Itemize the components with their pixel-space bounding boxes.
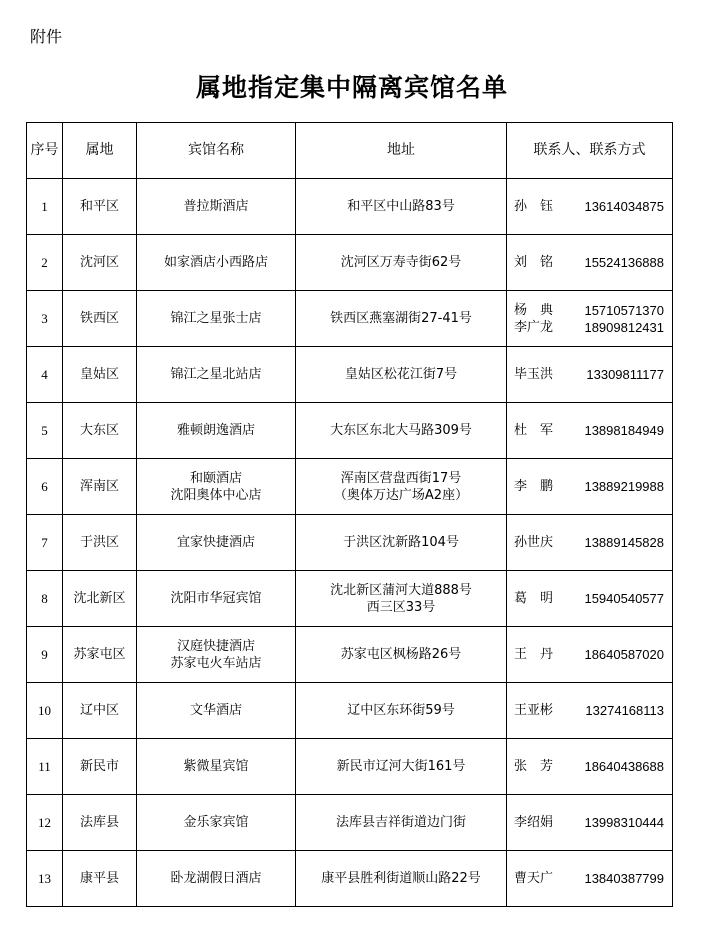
row-district: 于洪区 bbox=[63, 515, 137, 571]
table-row bbox=[27, 235, 673, 291]
header-index: 序号 bbox=[27, 123, 63, 179]
address-line: 新民市辽河大街161号 bbox=[336, 759, 466, 774]
row-index: 10 bbox=[27, 683, 63, 739]
row-address bbox=[296, 571, 507, 627]
row-index: 6 bbox=[27, 459, 63, 515]
row-contact bbox=[507, 795, 673, 851]
row-index: 12 bbox=[27, 795, 63, 851]
contact-phone: 15524136888 bbox=[584, 255, 664, 270]
hotel-name-line: 和颐酒店 bbox=[189, 470, 242, 486]
address-line: 浑南区营盘西街17号 bbox=[340, 470, 462, 486]
hotel-name-line: 锦江之星张士店 bbox=[170, 311, 262, 326]
contact-name: 葛 明 bbox=[514, 591, 554, 606]
contact-line bbox=[514, 870, 664, 887]
table-row bbox=[27, 459, 673, 515]
row-index: 11 bbox=[27, 739, 63, 795]
row-hotel bbox=[137, 627, 296, 683]
row-contact bbox=[507, 403, 673, 459]
row-index: 2 bbox=[27, 235, 63, 291]
hotel-name-line: 普拉斯酒店 bbox=[183, 199, 249, 214]
contact-name: 毕玉洪 bbox=[514, 367, 554, 382]
table-row bbox=[27, 683, 673, 739]
row-contact bbox=[507, 291, 673, 347]
row-hotel bbox=[137, 459, 296, 515]
row-contact bbox=[507, 459, 673, 515]
contact-line bbox=[514, 254, 664, 271]
contact-line bbox=[514, 422, 664, 439]
address-line: 康平县胜利街道顺山路22号 bbox=[321, 871, 481, 886]
row-hotel bbox=[137, 515, 296, 571]
table-row bbox=[27, 627, 673, 683]
table-body bbox=[27, 179, 673, 907]
contact-phone: 13840387799 bbox=[584, 871, 664, 886]
contact-name: 孙世庆 bbox=[514, 535, 554, 550]
row-hotel bbox=[137, 851, 296, 907]
row-district: 铁西区 bbox=[63, 291, 137, 347]
row-address bbox=[296, 795, 507, 851]
contact-name: 刘 铭 bbox=[514, 255, 554, 270]
contact-phone: 18640587020 bbox=[584, 647, 664, 662]
contact-phone: 13898184949 bbox=[584, 423, 664, 438]
contact-phone: 18909812431 bbox=[584, 319, 664, 335]
contact-phone: 18640438688 bbox=[584, 759, 664, 774]
contact-name: 曹天广 bbox=[514, 871, 554, 886]
hotel-name-line: 苏家屯火车站店 bbox=[170, 655, 262, 671]
hotel-name-line: 金乐家宾馆 bbox=[183, 815, 249, 830]
hotel-name-line: 雅顿朗逸酒店 bbox=[176, 423, 255, 438]
contact-line bbox=[514, 646, 664, 663]
address-line: 和平区中山路83号 bbox=[347, 199, 455, 214]
row-contact bbox=[507, 179, 673, 235]
row-district: 沈北新区 bbox=[63, 571, 137, 627]
table-row bbox=[27, 571, 673, 627]
row-district: 法库县 bbox=[63, 795, 137, 851]
row-contact bbox=[507, 347, 673, 403]
row-address bbox=[296, 683, 507, 739]
table-row bbox=[27, 291, 673, 347]
row-address bbox=[296, 179, 507, 235]
contact-line bbox=[514, 366, 664, 383]
table-row bbox=[27, 347, 673, 403]
contact-phone: 15710571370 bbox=[584, 302, 664, 318]
row-hotel bbox=[137, 291, 296, 347]
contact-line bbox=[514, 319, 664, 336]
contact-name: 李 鹏 bbox=[514, 479, 554, 494]
address-line: 苏家屯区枫杨路26号 bbox=[340, 647, 462, 662]
row-district: 皇姑区 bbox=[63, 347, 137, 403]
table-row bbox=[27, 403, 673, 459]
row-index: 4 bbox=[27, 347, 63, 403]
contact-line bbox=[514, 534, 664, 551]
row-address bbox=[296, 627, 507, 683]
row-district: 沈河区 bbox=[63, 235, 137, 291]
row-contact bbox=[507, 627, 673, 683]
address-line: 法库县吉祥街道边门街 bbox=[335, 815, 466, 830]
header-contact: 联系人、联系方式 bbox=[507, 123, 673, 179]
header-hotel: 宾馆名称 bbox=[137, 123, 296, 179]
row-address bbox=[296, 291, 507, 347]
row-address bbox=[296, 403, 507, 459]
row-index: 5 bbox=[27, 403, 63, 459]
hotel-name-line: 锦江之星北站店 bbox=[170, 367, 262, 382]
row-contact bbox=[507, 235, 673, 291]
table-row bbox=[27, 515, 673, 571]
row-index: 8 bbox=[27, 571, 63, 627]
address-line: 沈北新区蒲河大道888号 bbox=[330, 582, 472, 598]
attachment-label: 附件 bbox=[30, 27, 63, 46]
row-hotel bbox=[137, 683, 296, 739]
row-district: 大东区 bbox=[63, 403, 137, 459]
row-index: 1 bbox=[27, 179, 63, 235]
row-contact bbox=[507, 851, 673, 907]
contact-phone: 13274168113 bbox=[585, 703, 664, 718]
row-hotel bbox=[137, 571, 296, 627]
row-index: 3 bbox=[27, 291, 63, 347]
row-district: 辽中区 bbox=[63, 683, 137, 739]
contact-line bbox=[514, 758, 664, 775]
row-address bbox=[296, 459, 507, 515]
row-address bbox=[296, 851, 507, 907]
row-district: 康平县 bbox=[63, 851, 137, 907]
hotel-name-line: 紫微星宾馆 bbox=[183, 759, 249, 774]
row-address bbox=[296, 739, 507, 795]
row-hotel bbox=[137, 235, 296, 291]
address-line: 辽中区东环街59号 bbox=[347, 703, 455, 718]
row-district: 浑南区 bbox=[63, 459, 137, 515]
contact-phone: 13998310444 bbox=[584, 815, 664, 830]
table-header-row bbox=[27, 123, 673, 179]
row-hotel bbox=[137, 347, 296, 403]
contact-line bbox=[514, 302, 664, 319]
table-row bbox=[27, 179, 673, 235]
address-line: 于洪区沈新路104号 bbox=[343, 535, 459, 550]
row-hotel bbox=[137, 739, 296, 795]
row-address bbox=[296, 515, 507, 571]
contact-phone: 13614034875 bbox=[584, 199, 664, 214]
row-index: 13 bbox=[27, 851, 63, 907]
contact-name: 张 芳 bbox=[514, 759, 554, 774]
contact-name: 杨 典 bbox=[514, 302, 554, 318]
contact-line bbox=[514, 814, 664, 831]
row-district: 新民市 bbox=[63, 739, 137, 795]
row-address bbox=[296, 347, 507, 403]
contact-line bbox=[514, 702, 664, 719]
contact-line bbox=[514, 198, 664, 215]
row-contact bbox=[507, 571, 673, 627]
table-row bbox=[27, 739, 673, 795]
contact-name: 李广龙 bbox=[514, 319, 554, 335]
hotel-name-line: 汉庭快捷酒店 bbox=[176, 638, 255, 654]
contact-phone: 15940540577 bbox=[584, 591, 664, 606]
hotel-name-line: 卧龙湖假日酒店 bbox=[170, 871, 262, 886]
address-line: 沈河区万寿寺街62号 bbox=[340, 255, 462, 270]
row-contact bbox=[507, 739, 673, 795]
hotel-name-line: 沈阳奥体中心店 bbox=[170, 487, 262, 503]
address-line: 皇姑区松花江街7号 bbox=[344, 367, 458, 382]
contact-name: 王亚彬 bbox=[514, 703, 554, 718]
row-contact bbox=[507, 515, 673, 571]
address-line: （奥体万达广场A2座） bbox=[333, 487, 469, 503]
row-hotel bbox=[137, 403, 296, 459]
hotel-table bbox=[26, 122, 673, 907]
table-row bbox=[27, 795, 673, 851]
contact-phone: 13889145828 bbox=[584, 535, 664, 550]
address-line: 大东区东北大马路309号 bbox=[330, 423, 472, 438]
contact-name: 杜 军 bbox=[514, 423, 554, 438]
hotel-name-line: 宜家快捷酒店 bbox=[176, 535, 255, 550]
contact-name: 李绍娟 bbox=[514, 815, 554, 830]
row-district: 和平区 bbox=[63, 179, 137, 235]
contact-line bbox=[514, 478, 664, 495]
contact-phone: 13309811177 bbox=[586, 367, 664, 382]
contact-line bbox=[514, 590, 664, 607]
hotel-name-line: 文华酒店 bbox=[189, 703, 242, 718]
contact-name: 孙 钰 bbox=[514, 199, 554, 214]
row-district: 苏家屯区 bbox=[63, 627, 137, 683]
contact-name: 王 丹 bbox=[514, 647, 554, 662]
header-district: 属地 bbox=[63, 123, 137, 179]
row-index: 7 bbox=[27, 515, 63, 571]
table-row bbox=[27, 851, 673, 907]
contact-phone: 13889219988 bbox=[584, 479, 664, 494]
row-index: 9 bbox=[27, 627, 63, 683]
hotel-name-line: 沈阳市华冠宾馆 bbox=[170, 591, 262, 606]
row-hotel bbox=[137, 795, 296, 851]
row-contact bbox=[507, 683, 673, 739]
header-address: 地址 bbox=[296, 123, 507, 179]
address-line: 铁西区燕塞湖街27-41号 bbox=[330, 311, 472, 326]
document-title: 属地指定集中隔离宾馆名单 bbox=[195, 73, 508, 102]
hotel-name-line: 如家酒店小西路店 bbox=[163, 255, 268, 270]
address-line: 西三区33号 bbox=[366, 599, 436, 615]
row-hotel bbox=[137, 179, 296, 235]
row-address bbox=[296, 235, 507, 291]
